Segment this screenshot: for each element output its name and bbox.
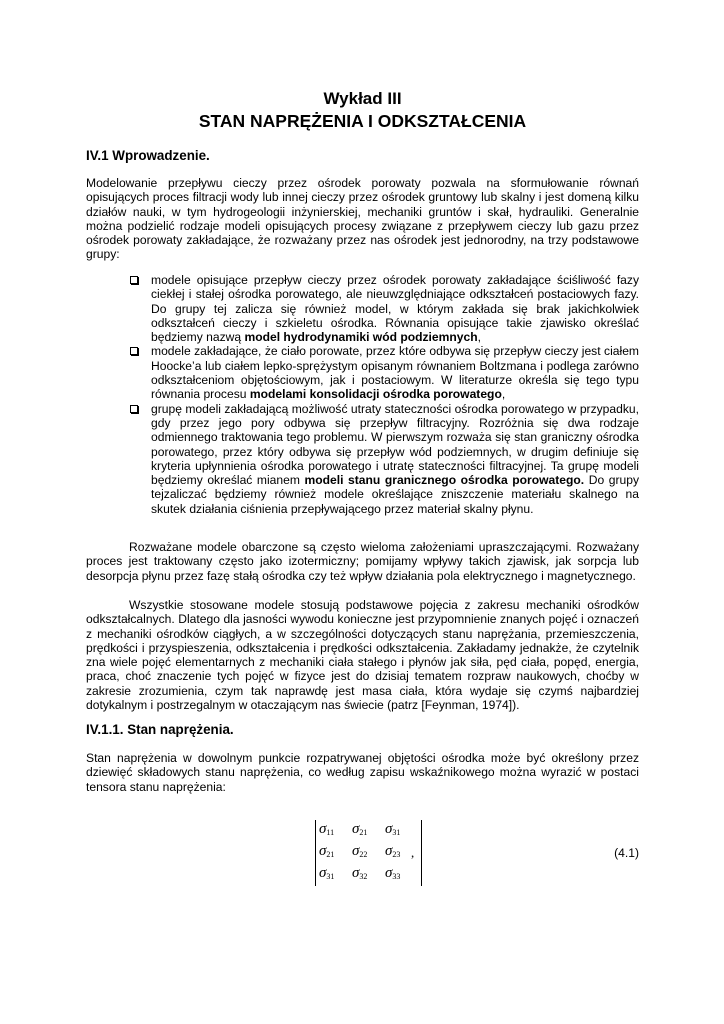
matrix-row [319, 842, 418, 864]
matrix-cell: $\sigma_{22}$ [352, 842, 368, 859]
list-item [130, 273, 639, 344]
matrix-comma: , [411, 845, 415, 860]
matrix-row [319, 820, 418, 842]
list-item-term: model hydrodynamiki wód podziemnych [244, 330, 478, 345]
section-heading-introduction: IV.1 Wprowadzenie. [86, 148, 210, 163]
paragraph-intro: Modelowanie przepływu cieczy przez ośrodek porowaty pozwala na sformułowanie równań opisujących proces filtracji wody lub innej cieczy przez ośrodek gruntowy lub skalny i jest domeną kilku działów nauki, w tym hydrogeologii inżynierskiej, mechaniki gruntów i skał, hydrauliki. Generalnie można podzielić rodzaje modeli opisujących procesy związane z przepływem cieczy lub gazu przez ośrodek porowaty zakładające, że rozważany przez nas ośrodek jest jednorodny, na trzy podstawowe grupy: [86, 176, 639, 262]
paragraph-stress-tensor: Stan naprężenia w dowolnym punkcie rozpatrywanej objętości ośrodka może być określony przez dziewięć składowych stanu naprężenia, co według zapisu wskaźnikowego można wyrazić w postaci tensora stanu naprężenia: [86, 751, 639, 794]
paragraph-assumptions: Rozważane modele obarczone są często wieloma założeniami upraszczającymi. Rozważany proces jest traktowany często jako izotermiczny; pomijamy wpływy takich zjawisk, jak sorpcja lub desorpcja płynu przez fazę stałą ośrodka czy też wpływ działania pola elektrycznego i magnetycznego. [86, 540, 639, 583]
list-item [130, 344, 639, 401]
model-groups-list [130, 273, 639, 516]
list-item-text: grupę modeli zakładającą możliwość utraty stateczności ośrodka porowatego w przypadku, gdy przez jego pory odbywa się przepływ filtracyjny. Rozróżnia się dwa rodzaje odmiennego traktowania tego problemu. W pierwszym rozważa się stan graniczny ośrodka porowatego, przez który odbywa się przepływ wód podziemnych, w drugim definiuje się kryteria upłynnienia ośrodka porowatego i utratę stateczności filtracyjnej. Ta grupę modeli będziemy określać mianem [151, 401, 639, 488]
list-item-tail: , [501, 387, 506, 402]
section-heading-stress-state: IV.1.1. Stan naprężenia. [86, 722, 234, 737]
equation-number: (4.1) [614, 846, 639, 860]
matrix-cell: $\sigma_{21}$ [319, 842, 335, 859]
list-item-term: modeli stanu granicznego ośrodka porowatego. [304, 473, 585, 488]
lecture-subtitle: STAN NAPRĘŻENIA I ODKSZTAŁCENIA [198, 111, 527, 131]
matrix-cell: $\sigma_{23}$ [385, 842, 401, 859]
list-item [130, 402, 639, 516]
matrix-cell: $\sigma_{31}$ [385, 820, 401, 837]
list-item-term: modelami konsolidacji ośrodka porowatego [249, 387, 502, 402]
square-bullet-icon [130, 276, 138, 284]
list-item-tail: Do grupy tejzaliczać będziemy również modele określające zniszczenie materiału skalnego na skutek działania ciśnienia przepływającego przez materiał skalny płynu. [151, 473, 639, 516]
lecture-title: Wykład III [323, 89, 402, 108]
list-item-text: modele zakładające, że ciało porowate, przez które odbywa się przepływ cieczy jest ciałem Hoocke’a lub ciałem lepko-sprężystym opisanym równaniem Boltzmana i podlega zarówno odkształceniom objętościowym, jak i postaciowym. W literaturze określa się tego typu równania procesu [151, 344, 639, 402]
list-item-text: modele opisujące przepływ cieczy przez ośrodek porowaty zakładające ściśliwość fazy ciekłej i stałej ośrodka porowatego, ale nieuwzględniające odkształceń postaciowych fazy. Do grupy tej zalicza się również model, w którym zakłada się brak jakichkolwiek odkształceń cieczy i szkieletu ośrodka. Równania opisujące takie zjawisko określać będziemy nazwą [151, 273, 639, 345]
square-bullet-icon [130, 405, 138, 413]
matrix-cell: $\sigma_{21}$ [352, 820, 368, 837]
matrix-cell: $\sigma_{33}$ [385, 864, 401, 881]
matrix-cell: $\sigma_{11}$ [319, 820, 335, 837]
matrix-row [319, 864, 418, 886]
matrix-cell: $\sigma_{31}$ [319, 864, 335, 881]
list-item-tail: , [477, 330, 481, 345]
paragraph-mechanics: Wszystkie stosowane modele stosują podstawowe pojęcia z zakresu mechaniki ośrodków odkształcalnych. Dlatego dla jasności wywodu konieczne jest przypomnienie znanych pojęć i oznaczeń z mechaniki ośrodków ciągłych, a w szczególności dotyczących stanu naprężania, przemieszczenia, prędkości i przyspieszenia, odkształcenia i prędkości odkształcenia. Zakładamy jednakże, że czytelnik zna wiele pojęć elementarnych z mechaniki ciała stałego i płynów jak siła, pęd ciała, popęd, energia, praca, choć znaczenie tych pojęć w fizyce jest do dzisiaj tematem rozpraw naukowych, choćby w zakresie zrozumienia, czym tak naprawdę jest masa ciała, która wydaje się czymś najbardziej dotykalnym i postrzegalnym w otaczającym nas świecie (patrz [Feynman, 1974]). [86, 598, 639, 713]
square-bullet-icon [130, 347, 138, 355]
stress-tensor-matrix [315, 820, 422, 886]
matrix-cell: $\sigma_{32}$ [352, 864, 368, 881]
